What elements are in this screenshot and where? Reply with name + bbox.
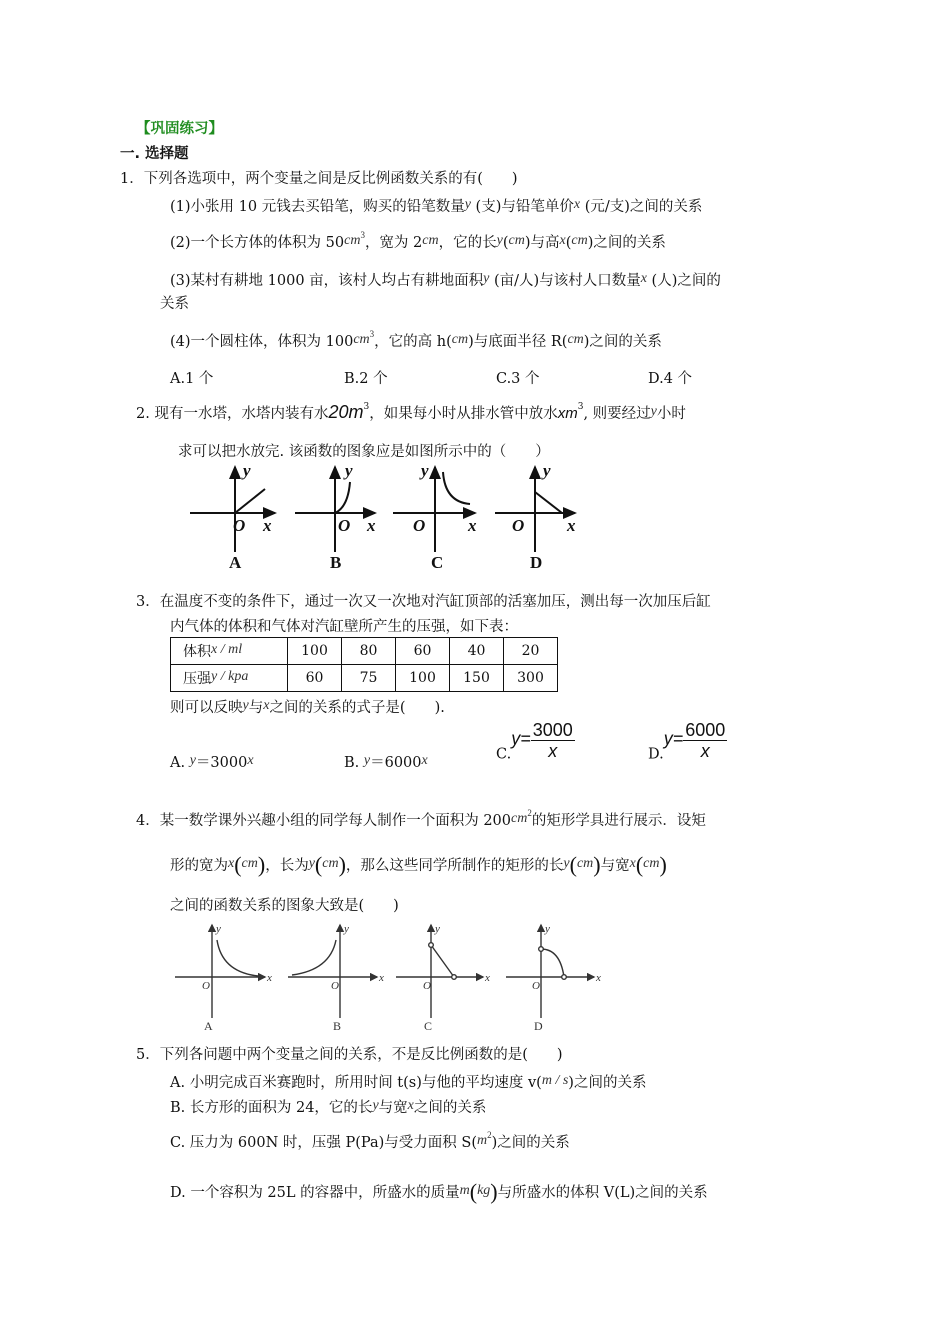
svg-text:O: O xyxy=(423,980,431,992)
svg-text:x: x xyxy=(567,516,576,535)
q5-option-a[interactable]: A. 小明完成百米赛跑时，所用时间 t(s)与他的平均速度 v(m / s)之间的关系 xyxy=(170,1073,647,1091)
text: ( xyxy=(502,235,509,251)
cell: 80 xyxy=(342,638,396,665)
q2-graphs xyxy=(185,462,585,574)
row-header: 压强y / kpa xyxy=(171,665,288,692)
q1-item-4 xyxy=(170,325,662,351)
text: )与高 xyxy=(524,235,560,251)
svg-text:x: x xyxy=(379,972,384,984)
text: ( xyxy=(565,235,572,251)
text: (元/支)之间的关系 xyxy=(584,199,703,215)
text: (1)小张用 10 元钱去买铅笔，购买的铅笔数量 xyxy=(170,199,465,215)
q3-line-2: 内气体的体积和气体对汽缸壁所产生的压强，如下表： xyxy=(170,619,518,635)
cell: 100 xyxy=(288,638,342,665)
unit: cm xyxy=(353,332,370,347)
cell: 60 xyxy=(396,638,450,665)
sup: 3 xyxy=(360,230,365,240)
svg-text:O: O xyxy=(413,516,426,535)
table-row xyxy=(171,665,558,692)
text: 与 xyxy=(248,700,264,716)
q3-option-c[interactable]: C.y= $\frac{3000}{x}$ xyxy=(496,720,573,763)
graph-b[interactable] xyxy=(288,925,377,1018)
cell: 60 xyxy=(288,665,342,692)
svg-text:O: O xyxy=(338,516,351,535)
svg-text:C: C xyxy=(424,1019,433,1033)
graph-d[interactable] xyxy=(495,467,575,552)
svg-text:O: O xyxy=(532,980,540,992)
cell: 150 xyxy=(450,665,504,692)
svg-text:y: y xyxy=(344,923,349,935)
cell: 20 xyxy=(504,638,558,665)
q2-line-1 xyxy=(136,398,686,423)
graph-b[interactable] xyxy=(295,467,375,552)
svg-text:x: x xyxy=(263,516,272,535)
q2-line-2: 求可以把水放完. 该函数的图象应是如图所示中的（ ） xyxy=(178,444,550,460)
q4-line-3: 之间的函数关系的图象大致是( ) xyxy=(170,898,399,914)
graph-d[interactable] xyxy=(506,925,594,1018)
text: ，如果每小时从排水管中放水 xyxy=(369,406,558,422)
text: , 则要经过 xyxy=(583,406,651,422)
svg-text:y: y xyxy=(421,462,429,480)
text: ，它的高 h( xyxy=(374,334,452,350)
graph-a[interactable] xyxy=(190,467,275,552)
unit: cm xyxy=(567,332,584,347)
q5-option-d[interactable]: D. 一个容积为 25L 的容器中，所盛水的质量m(kg)与所盛水的体积 V(L)之间的关系 xyxy=(170,1179,708,1204)
svg-text:B: B xyxy=(333,1019,342,1033)
q3-option-a[interactable]: A. y＝3000x xyxy=(170,753,254,771)
svg-text:B: B xyxy=(330,553,342,572)
text: 4．某一数学课外兴趣小组的同学每人制作一个面积为 200 xyxy=(136,813,512,829)
svg-text:y: y xyxy=(545,923,550,935)
svg-text:y: y xyxy=(216,923,221,935)
q4-line-2: 形的宽为x(cm)，长为y(cm)，那么这些同学所制作的矩形的长y(cm)与宽x(cm) xyxy=(170,852,667,877)
svg-text:C: C xyxy=(431,553,444,572)
graph-c[interactable] xyxy=(393,467,475,552)
var-y: y xyxy=(650,404,657,419)
svg-text:x: x xyxy=(267,972,272,984)
q1-item-1 xyxy=(170,196,702,216)
q4-graphs xyxy=(170,920,610,1035)
sup: 3 xyxy=(369,329,375,339)
var-x: x xyxy=(263,698,270,713)
q5-option-c[interactable]: C. 压力为 600N 时，压强 P(Pa)与受力面积 $S(m^2)$之间的关系 xyxy=(170,1130,570,1151)
svg-text:O: O xyxy=(331,980,339,992)
volume: 20m xyxy=(328,402,364,422)
text: ，它的长 xyxy=(438,235,497,251)
text: (亩/人)与该村人口数量 xyxy=(494,273,641,289)
q1-item-3 xyxy=(170,270,721,290)
svg-text:A: A xyxy=(229,553,242,572)
cell: 40 xyxy=(450,638,504,665)
cell: 75 xyxy=(342,665,396,692)
q3-option-b[interactable]: B. y＝6000x xyxy=(344,753,428,771)
unit: cm xyxy=(511,811,528,826)
svg-text:O: O xyxy=(233,516,246,535)
unit: cm xyxy=(451,332,469,347)
text: 2. 现有一水塔，水塔内装有水 xyxy=(136,406,329,422)
q4-line-1 xyxy=(136,804,706,830)
var-x: x xyxy=(640,271,647,286)
text: )之间的关系 xyxy=(587,235,666,251)
var-y: y xyxy=(483,271,490,286)
svg-text:O: O xyxy=(512,516,525,535)
q5-stem: 5．下列各问题中两个变量之间的关系，不是反比例函数的是( ) xyxy=(136,1047,563,1063)
text: ，宽为 2 xyxy=(364,235,423,251)
text: 小时 xyxy=(656,406,686,422)
q3-question xyxy=(170,697,445,717)
svg-text:y: y xyxy=(435,923,440,935)
graph-c[interactable] xyxy=(396,925,483,1018)
q3-option-d[interactable]: D.y= $\frac{6000}{x}$ xyxy=(648,720,726,763)
var-x: x xyxy=(559,233,566,248)
text: 之间的关系的式子是( ). xyxy=(269,700,445,716)
unit: cm xyxy=(571,233,588,248)
svg-text:A: A xyxy=(204,1019,213,1033)
svg-text:y: y xyxy=(243,462,251,480)
q1-option-c[interactable]: C.3 个 xyxy=(496,371,540,387)
q1-option-a[interactable]: A.1 个 xyxy=(170,371,214,387)
svg-text:x: x xyxy=(367,516,376,535)
q5-option-b[interactable]: B. 长方形的面积为 24，它的长y与宽x之间的关系 xyxy=(170,1098,487,1116)
svg-text:y: y xyxy=(345,462,353,480)
rate: xm xyxy=(557,405,578,422)
svg-text:x: x xyxy=(468,516,477,535)
var-x: x xyxy=(573,197,581,212)
table-row xyxy=(171,638,558,665)
sup: 3 xyxy=(363,402,370,412)
text: 则可以反映 xyxy=(170,700,243,716)
var-y: y xyxy=(496,233,503,248)
text: (支)与铅笔单价 xyxy=(475,199,574,215)
var-y: y xyxy=(242,698,249,713)
graph-a[interactable] xyxy=(175,925,265,1018)
cell: 300 xyxy=(504,665,558,692)
sup: 2 xyxy=(527,808,532,818)
text: )与底面半径 R( xyxy=(468,334,568,350)
text: (人)之间的 xyxy=(651,273,721,289)
svg-text:D: D xyxy=(534,1019,543,1033)
svg-text:D: D xyxy=(530,553,543,572)
unit: cm xyxy=(422,233,439,248)
volume-pressure-table xyxy=(170,637,558,692)
q1-option-d[interactable]: D.4 个 xyxy=(648,371,693,387)
q1-option-b[interactable]: B.2 个 xyxy=(344,371,388,387)
svg-text:y: y xyxy=(543,462,551,480)
var-y: y xyxy=(464,197,471,212)
text: (3)某村有耕地 1000 亩，该村人均占有耕地面积 xyxy=(170,273,484,289)
q1-item-2 xyxy=(170,226,666,252)
row-header: 体积x / ml xyxy=(171,638,288,665)
cell: 100 xyxy=(396,665,450,692)
text: (4)一个圆柱体，体积为 100 xyxy=(170,334,354,350)
text: )之间的关系 xyxy=(583,334,662,350)
sup: 3 xyxy=(577,402,584,412)
unit: cm xyxy=(344,233,361,248)
section-title: 一. 选择题 xyxy=(120,146,189,162)
text: 的矩形学具进行展示．设矩 xyxy=(531,813,706,829)
text: (2)一个长方体的体积为 50 xyxy=(170,235,345,251)
q3-line-1: 3．在温度不变的条件下，通过一次又一次地对汽缸顶部的活塞加压，测出每一次加压后缸 xyxy=(136,594,711,610)
svg-text:O: O xyxy=(202,980,210,992)
svg-text:x: x xyxy=(596,972,601,984)
q1-stem: 1．下列各选项中，两个变量之间是反比例函数关系的有( ) xyxy=(120,171,518,187)
practice-header: 【巩固练习】 xyxy=(136,121,223,137)
unit: cm xyxy=(508,233,525,248)
q1-item-3-cont: 关系 xyxy=(160,296,189,312)
svg-text:x: x xyxy=(485,972,490,984)
